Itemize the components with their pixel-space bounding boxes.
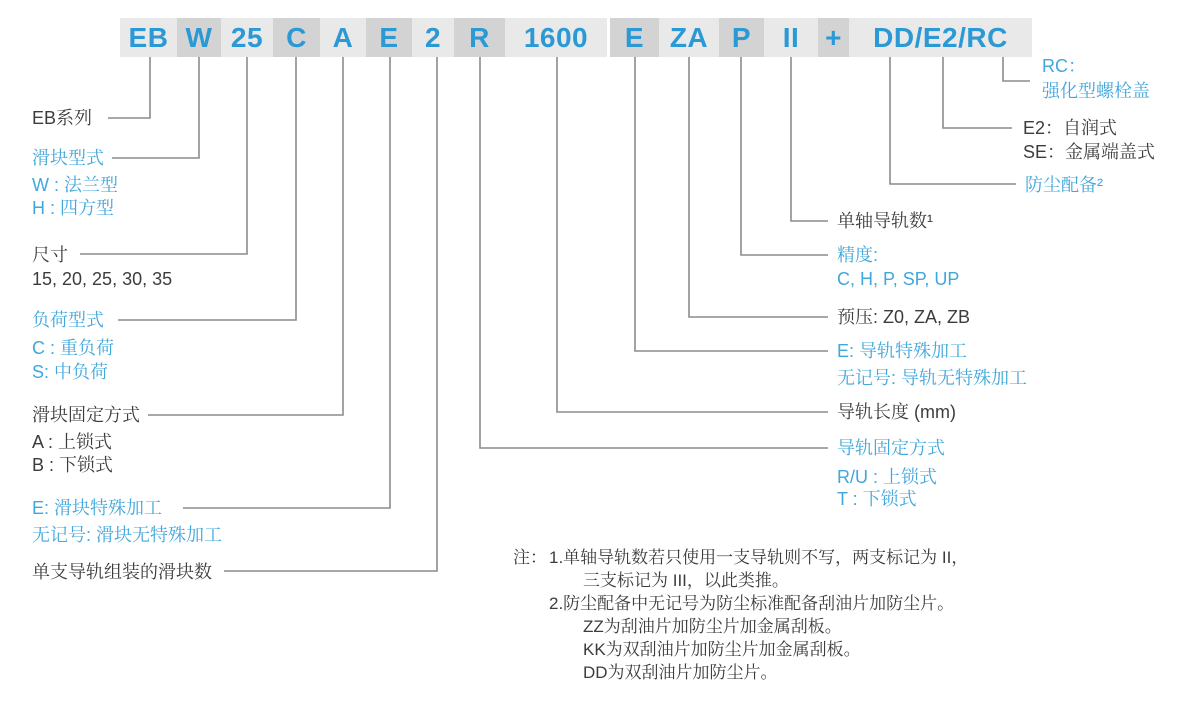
note-line-1: 1.单轴导轨数若只使用一支导轨则不写，两支标记为 II， [549,548,969,567]
connector-rail-special [635,57,828,351]
label-dust-protection: 防尘配备² [1025,175,1103,195]
connector-rc [1003,57,1030,81]
label-rc-desc: 强化型螺栓盖 [1042,81,1150,101]
label-rail-length: 导轨长度 (mm) [837,402,956,422]
connector-block-type [112,57,199,158]
connector-size [80,57,247,254]
label-block-type-h: H : 四方型 [32,198,115,218]
label-rail-fixing-title: 导轨固定方式 [837,438,945,458]
label-rail-special-none: 无记号: 导轨无特殊加工 [837,368,1028,388]
code-segment-series: EB [120,18,177,57]
code-segment-precision: P [719,18,764,57]
note-line-6: DD为双刮油片加防尘片。 [583,663,778,682]
note-line-3: 2.防尘配备中无记号为防尘标准配备刮油片加防尘片。 [549,594,955,613]
label-se-metal-endcap: SE：金属端盖式 [1023,142,1156,162]
label-block-fixing-title: 滑块固定方式 [32,405,140,425]
connector-preload [689,57,828,317]
connector-dust [890,57,1016,184]
code-segment-size: 25 [221,18,273,57]
connector-blocks-per-rail [224,57,437,571]
connector-series [108,57,150,118]
note-line-4: ZZ为刮油片加防尘片加金属刮板。 [583,617,842,636]
code-segment-block-fixing: A [320,18,366,57]
note-heading: 注： [513,548,547,567]
label-block-type-title: 滑块型式 [32,148,104,168]
label-precision-title: 精度: [837,245,879,265]
label-load-s: S: 中负荷 [32,362,109,382]
code-segment-plus: + [818,18,849,57]
connector-rail-fixing [480,57,828,448]
label-e2-self-lube: E2：自润式 [1023,118,1118,138]
code-segment-rail-fixing: R [454,18,505,57]
label-rail-fixing-ru: R/U : 上锁式 [837,467,938,487]
code-segment-rail-count: II [764,18,818,57]
code-segment-load-type: C [273,18,320,57]
code-segment-preload: ZA [659,18,719,57]
label-load-title: 负荷型式 [32,310,104,330]
label-block-fixing-a: A : 上锁式 [32,432,113,452]
label-size-title: 尺寸 [32,245,68,265]
code-segment-dust-options: DD/E2/RC [849,18,1032,57]
label-rail-special-e: E: 导轨特殊加工 [837,341,968,361]
note-line-5: KK为双刮油片加防尘片加金属刮板。 [583,640,861,659]
label-blocks-per-rail: 单支导轨组装的滑块数 [32,562,212,582]
connector-block-special [183,57,390,508]
code-segment-rail-length: 1600 [505,18,607,57]
label-rc-title: RC： [1042,56,1086,76]
label-block-fixing-b: B : 下锁式 [32,455,114,475]
label-block-special-none: 无记号: 滑块无特殊加工 [32,525,223,545]
label-preload: 预压: Z0, ZA, ZB [837,307,971,327]
label-rail-count: 单轴导轨数¹ [837,211,933,231]
label-series: EB系列 [32,108,93,128]
code-segment-rail-special: E [610,18,659,57]
connector-block-fixing [148,57,343,415]
connector-rail-length [557,57,828,412]
label-load-c: C : 重负荷 [32,338,115,358]
label-precision-values: C, H, P, SP, UP [837,269,960,289]
connector-e2 [943,57,1012,128]
label-size-values: 15, 20, 25, 30, 35 [32,269,173,289]
code-segment-blocks-per-rail: 2 [412,18,454,57]
connector-precision [741,57,828,255]
label-block-special-e: E: 滑块特殊加工 [32,498,163,518]
code-segment-block-special: E [366,18,412,57]
code-segment-block-type: W [177,18,221,57]
note-line-2: 三支标记为 III，以此类推。 [583,571,789,590]
connector-rail-count [791,57,828,221]
label-block-type-w: W : 法兰型 [32,175,118,195]
label-rail-fixing-t: T : 下锁式 [837,489,917,509]
